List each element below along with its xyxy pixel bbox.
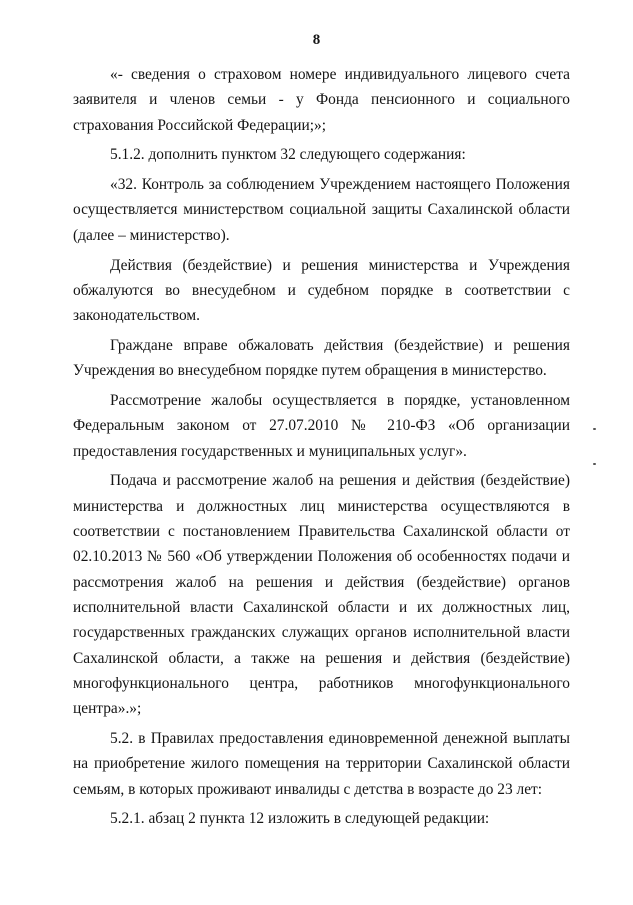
paragraph-federal-law: Рассмотрение жалобы осуществляется в порядке, установленном Федеральным законом от 27.07.2010 № 210-ФЗ «Об организации предоставления государственных и муниципальных услуг».: [73, 392, 570, 460]
paragraph-appeal-procedure: Действия (бездействие) и решения министерства и Учреждения обжалуются во внесудебном и судебном порядке в соответствии с законодательством.: [73, 256, 570, 325]
paragraph-5-2-1: 5.2.1. абзац 2 пункта 12 изложить в следующей редакции:: [110, 810, 490, 828]
paragraph-citizens-right: Граждане вправе обжаловать действия (бездействие) и решения Учреждения во внесудебном порядке путем обращения в министерство.: [73, 336, 570, 380]
paragraph-insurance-info: «- сведения о страховом номере индивидуального лицевого счета заявителя и членов семьи - у Фонда пенсионного и социального страхования Российской Федерации;»;: [73, 66, 570, 134]
paragraph-5-1-2: 5.1.2. дополнить пунктом 32 следующего содержания:: [110, 146, 466, 164]
page-number: 8: [312, 32, 321, 48]
paragraph-point-32: «32. Контроль за соблюдением Учреждением настоящего Положения осуществляется министерством социальной защиты Сахалинской области (далее – министерство).: [73, 176, 570, 244]
scan-speck: [593, 463, 596, 465]
document-body: [73, 62, 570, 836]
paragraph-5-2: 5.2. в Правилах предоставления единовременной денежной выплаты на приобретение жилого помещения на территории Сахалинской области семьям, в которых проживают инвалиды с детства в возрасте до 23 лет:: [73, 729, 570, 798]
paragraph-regional-decree: Подача и рассмотрение жалоб на решения и действия (бездействие) министерства и должностных лиц министерства осуществляются в соответствии с постановлением Правительства Сахалинской области от 02.10.2013 № 560 «Об утверждении Положения об особенностях подачи и рассмотрения жалоб на решения и действия (бездействие) органов исполнительной власти Сахалинской области и их должностных лиц, государственных гражданских служащих органов исполнительной власти Сахалинской области, а также на решения и действия (бездействие) многофункционального центра, работников многофункционального центра».»;: [73, 472, 570, 718]
scan-speck: [593, 428, 596, 430]
